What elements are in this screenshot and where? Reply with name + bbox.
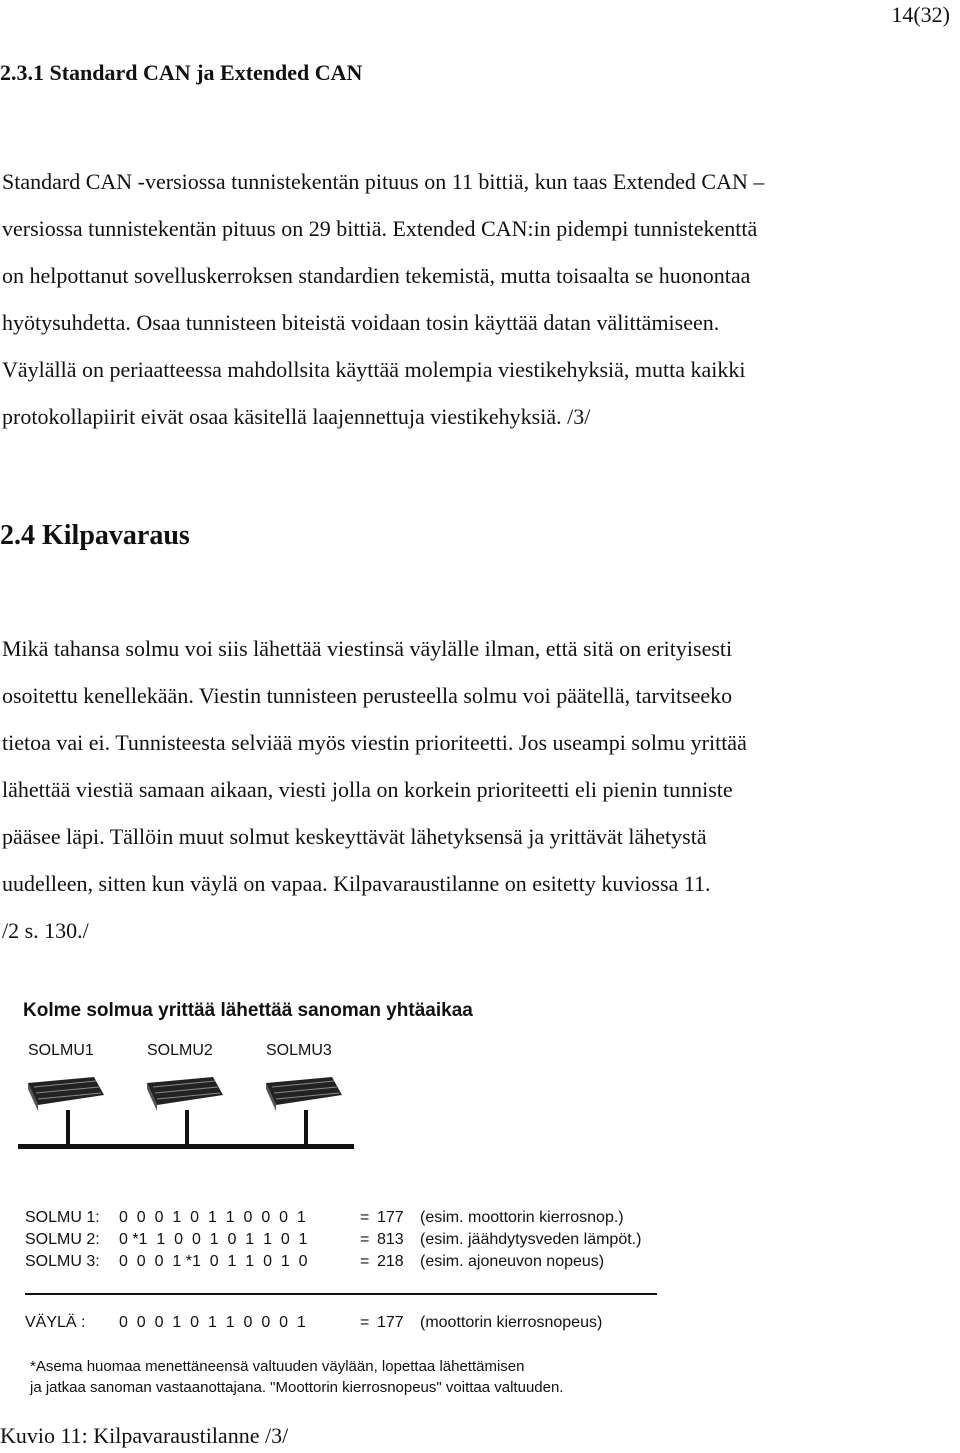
- bus-row-bits: 0 0 0 1 0 1 1 0 0 0 1: [119, 1314, 306, 1331]
- separator-line: [25, 1293, 657, 1295]
- row-bits: 0 0 0 1 *1 0 1 1 0 1 0: [119, 1253, 308, 1270]
- can-bus-line: [18, 1144, 354, 1149]
- bus-row-eq: =: [360, 1314, 370, 1331]
- paragraph-line: hyötysuhdetta. Osaa tunnisteen biteistä voidaan tosin käyttää datan välittämiseen.: [2, 310, 720, 335]
- row-eq: =: [360, 1253, 370, 1270]
- paragraph-line: Standard CAN -versiossa tunnistekentän pituus on 11 bittiä, kun taas Extended CAN –: [2, 169, 765, 194]
- row-value: 177: [377, 1209, 404, 1226]
- paragraph-line: osoitettu kenellekään. Viestin tunnisteen perusteella solmu voi päätellä, tarvitseeko: [2, 683, 733, 708]
- row-label: SOLMU 1:: [25, 1209, 100, 1226]
- figure-caption: Kuvio 11: Kilpavaraustilanne /3/: [0, 1423, 289, 1448]
- paragraph-line: Väylällä on periaatteessa mahdollsita käyttää molempia viestikehyksiä, mutta kaikki: [2, 357, 746, 382]
- row-eq: =: [360, 1209, 370, 1226]
- figure-footnote-line: *Asema huomaa menettäneensä valtuuden väylään, lopettaa lähettämisen: [30, 1358, 525, 1375]
- row-note: (esim. moottorin kierrosnop.): [420, 1209, 624, 1226]
- paragraph-line: pääsee läpi. Tällöin muut solmut keskeyttävät lähetyksensä ja yrittävät lähetystä: [2, 824, 707, 849]
- node-device-icon: [24, 1075, 106, 1111]
- figure-title: Kolme solmua yrittää lähettää sanoman yhtäaikaa: [23, 1000, 473, 1021]
- paragraph-standard-can: [2, 158, 764, 440]
- section-heading: 2.3.1 Standard CAN ja Extended CAN: [0, 60, 363, 85]
- row-note: (esim. jäähdytysveden lämpöt.): [420, 1231, 642, 1248]
- paragraph-line: on helpottanut sovelluskerroksen standardien tekemistä, mutta toisaalta se huonontaa: [2, 263, 751, 288]
- node-device-icon: [262, 1075, 344, 1111]
- node-connector: [185, 1110, 189, 1146]
- paragraph-line: tietoa vai ei. Tunnisteesta selviää myös viestin prioriteetti. Jos useampi solmu yrittää: [2, 730, 747, 755]
- node-connector: [304, 1110, 308, 1146]
- row-bits: 0 0 0 1 0 1 1 0 0 0 1: [119, 1209, 306, 1226]
- paragraph-kilpavaraus: [2, 625, 747, 954]
- row-eq: =: [360, 1231, 370, 1248]
- node-label-2: SOLMU2: [147, 1042, 213, 1059]
- paragraph-line: lähettää viestiä samaan aikaan, viesti jolla on korkein prioriteetti eli pienin tunniste: [2, 777, 733, 802]
- paragraph-line: versiossa tunnistekentän pituus on 29 bittiä. Extended CAN:in pidempi tunnistekenttä: [2, 216, 758, 241]
- row-label: SOLMU 2:: [25, 1231, 100, 1248]
- bus-row-label: VÄYLÄ :: [25, 1314, 86, 1331]
- node-connector: [66, 1110, 70, 1146]
- node-label-1: SOLMU1: [28, 1042, 94, 1059]
- section2-heading: 2.4 Kilpavaraus: [0, 520, 190, 551]
- node-label-3: SOLMU3: [266, 1042, 332, 1059]
- row-value: 218: [377, 1253, 404, 1270]
- node-device-icon: [143, 1075, 225, 1111]
- paragraph-line: /2 s. 130./: [2, 918, 89, 943]
- paragraph-line: protokollapiirit eivät osaa käsitellä laajennettuja viestikehyksiä. /3/: [2, 404, 591, 429]
- paragraph-line: uudelleen, sitten kun väylä on vapaa. Kilpavaraustilanne on esitetty kuviossa 11.: [2, 871, 711, 896]
- figure-footnote-line: ja jatkaa sanoman vastaanottajana. "Moottorin kierrosnopeus" voittaa valtuuden.: [30, 1379, 564, 1396]
- row-value: 813: [377, 1231, 404, 1248]
- bus-row-value: 177: [377, 1314, 404, 1331]
- row-label: SOLMU 3:: [25, 1253, 100, 1270]
- row-note: (esim. ajoneuvon nopeus): [420, 1253, 605, 1270]
- row-bits: 0 *1 1 0 0 1 0 1 1 0 1: [119, 1231, 308, 1248]
- paragraph-line: Mikä tahansa solmu voi siis lähettää viestinsä väylälle ilman, että sitä on erityisesti: [2, 636, 733, 661]
- page-number: 14(32): [891, 2, 950, 27]
- bus-row-note: (moottorin kierrosnopeus): [420, 1314, 603, 1331]
